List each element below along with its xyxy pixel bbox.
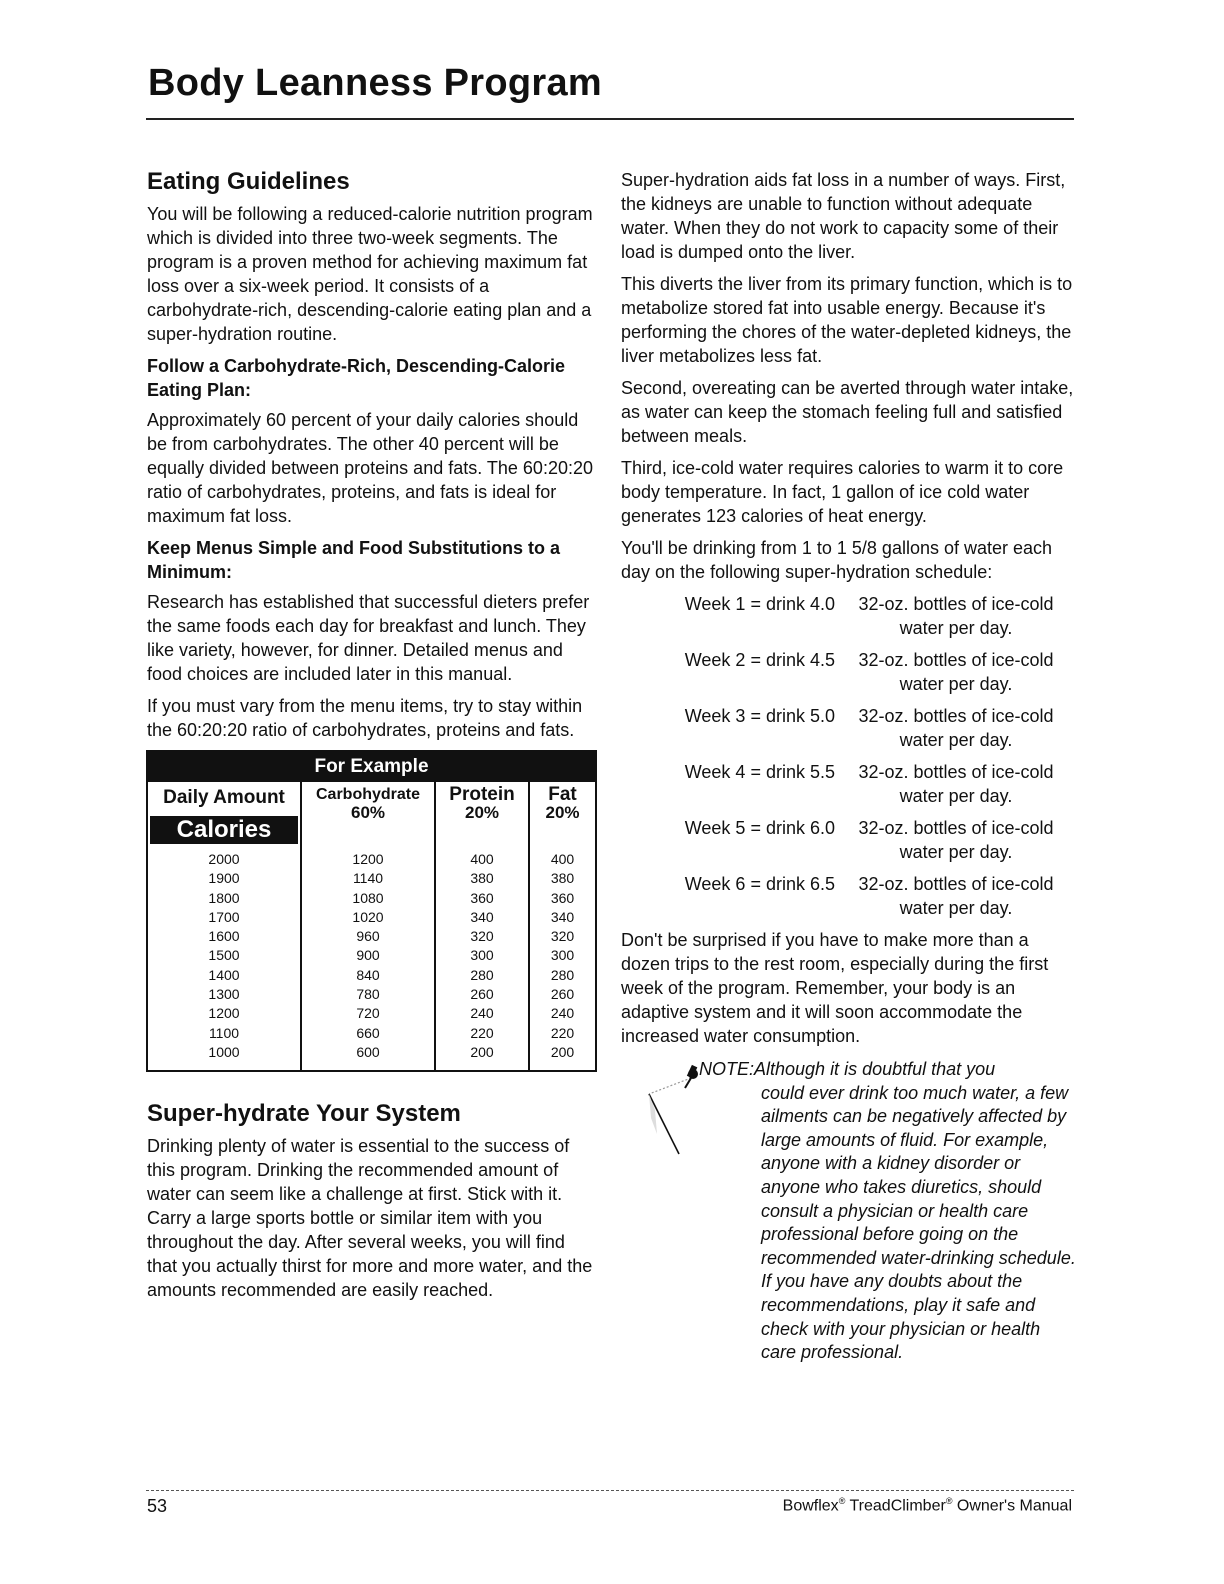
table-cell: 1000 <box>208 1043 240 1060</box>
fat-column-head <box>530 782 595 842</box>
schedule-week-text: 32-oz. bottles of ice-cold water per day. <box>858 650 1054 694</box>
table-cell: 1020 <box>352 908 384 925</box>
menus-paragraph: Research has established that successful dieters prefer the same foods each day for breakfast and lunch. They like variety, however, for dinner. Detailed menus and food choices are included later in this manual. <box>147 592 590 684</box>
table-cell: 260 <box>470 986 494 1003</box>
page-title: Body Leanness Program <box>148 62 602 104</box>
manual-product: TreadClimber <box>845 1497 946 1515</box>
carbohydrate-values <box>302 842 434 1070</box>
table-cell: 660 <box>356 1024 380 1041</box>
ratio-paragraph: If you must vary from the menu items, try to stay within the 60:20:20 ratio of carbohydrates, proteins and fats. <box>147 696 583 740</box>
protein-percent: 20% <box>464 803 500 822</box>
carb-plan-subheading: Follow a Carbohydrate-Rich, Descending-Calorie Eating Plan: <box>147 356 566 400</box>
hydration-paragraph-5: You'll be drinking from 1 to 1 5/8 gallons of water each day on the following super-hydration schedule: <box>621 538 1053 582</box>
manual-brand-reg: ® <box>838 1496 846 1506</box>
table-cell: 200 <box>550 1043 575 1060</box>
menus-subheading: Keep Menus Simple and Food Substitutions to a Minimum: <box>147 538 561 582</box>
super-hydrate-heading: Super-hydrate Your System <box>147 1100 461 1128</box>
table-cell: 280 <box>470 966 494 983</box>
schedule-week-text: 32-oz. bottles of ice-cold water per day. <box>858 762 1054 806</box>
manual-product-reg: ® <box>945 1496 953 1506</box>
calories-values <box>148 842 300 1070</box>
table-cell: 260 <box>550 986 575 1003</box>
footer-rule <box>146 1490 1074 1491</box>
schedule-week-label: Week 6 = drink 6.5 <box>684 874 835 894</box>
table-cell: 1600 <box>208 928 240 945</box>
carbohydrate-column-head <box>302 782 434 842</box>
table-cell: 280 <box>550 966 575 983</box>
carbohydrate-percent: 60% <box>350 803 386 822</box>
table-cell: 1300 <box>208 986 240 1003</box>
super-hydrate-paragraph: Drinking plenty of water is essential to the success of this program. Drinking the recommended amount of water can seem like a challenge at first. Stick with it. Carry a large sports bottle or similar item with you throughout the day. After several weeks, you will find that you actually thirst for more and more water, and the amounts recommended are easily reached. <box>147 1136 593 1301</box>
protein-column-head <box>436 782 528 842</box>
schedule-week-label: Week 2 = drink 4.5 <box>684 650 835 670</box>
manual-name <box>783 1496 1072 1515</box>
table-cell: 720 <box>356 1005 380 1022</box>
table-cell: 220 <box>550 1024 575 1041</box>
eating-guidelines-heading: Eating Guidelines <box>147 168 350 195</box>
table-cell: 600 <box>356 1043 380 1060</box>
schedule-week-text: 32-oz. bottles of ice-cold water per day. <box>858 594 1054 638</box>
table-cell: 900 <box>356 947 380 964</box>
table-cell: 360 <box>470 889 494 906</box>
hydration-paragraph-3: Second, overeating can be averted through water intake, as water can keep the stomach feeling full and satisfied between meals. <box>621 378 1074 446</box>
left-column <box>147 168 599 1310</box>
table-cell: 1500 <box>208 947 240 964</box>
table-cell: 1400 <box>208 966 240 983</box>
table-grid <box>148 782 595 1070</box>
carbohydrate-column <box>302 782 436 1070</box>
table-cell: 1700 <box>208 908 240 925</box>
table-cell: 200 <box>470 1043 494 1060</box>
table-cell: 840 <box>356 966 380 983</box>
schedule-row <box>621 816 1076 864</box>
table-cell: 1100 <box>208 1024 240 1041</box>
pushpin-icon <box>621 1058 711 1158</box>
schedule-week-label: Week 3 = drink 5.0 <box>684 706 835 726</box>
page-number: 53 <box>147 1496 168 1516</box>
table-cell: 1200 <box>352 851 384 867</box>
protein-column <box>436 782 530 1070</box>
table-cell: 220 <box>470 1024 494 1041</box>
schedule-row <box>621 648 1076 696</box>
schedule-week-text: 32-oz. bottles of ice-cold water per day. <box>858 874 1054 918</box>
hydration-paragraph-6: Don't be surprised if you have to make more than a dozen trips to the rest room, especially during the first week of the program. Remember, your body is an adaptive system and it will soon accommodate the increased water consumption. <box>621 930 1049 1046</box>
table-cell: 380 <box>470 870 494 887</box>
schedule-row <box>621 872 1076 920</box>
fat-values <box>530 842 595 1070</box>
schedule-week-text: 32-oz. bottles of ice-cold water per day. <box>858 706 1054 750</box>
note-body: could ever drink too much water, a few ailments can be negatively affected by large amounts of fluid. For example, anyone with a kidney disorder or anyone who takes diuretics, should consult a physician or health care professional before going on the recommended water-drinking schedule. If you have any doubts about the recommendations, play it safe and check with your physician or health care professional. <box>761 1082 1076 1363</box>
hydration-paragraph-4: Third, ice-cold water requires calories to warm it to core body temperature. In fact, 1 gallon of ice cold water generates 123 calories of heat energy. <box>621 458 1064 526</box>
table-cell: 1080 <box>352 889 384 906</box>
manual-suffix: Owner's Manual <box>952 1497 1072 1515</box>
table-cell: 960 <box>356 928 380 945</box>
hydration-paragraph-2: This diverts the liver from its primary function, which is to metabolize stored fat into usable energy. Because it's performing the chores of the water-depleted kidneys, the liver metabolizes less fat. <box>621 274 1073 366</box>
table-cell: 360 <box>550 889 575 906</box>
table-cell: 340 <box>470 908 494 925</box>
schedule-week-label: Week 5 = drink 6.0 <box>684 818 835 838</box>
table-cell: 1200 <box>208 1005 240 1022</box>
fat-percent: 20% <box>545 803 580 822</box>
schedule-week-label: Week 4 = drink 5.5 <box>684 762 835 782</box>
right-column <box>621 168 1076 1365</box>
hydration-paragraph-1: Super-hydration aids fat loss in a number of ways. First, the kidneys are unable to function without adequate water. When they do not work to capacity some of their load is dumped onto the liver. <box>621 170 1066 262</box>
table-cell: 340 <box>550 908 575 925</box>
carb-plan-paragraph: Approximately 60 percent of your daily calories should be from carbohydrates. The other 40 percent will be equally divided between proteins and fats. The 60:20:20 ratio of carbohydrates, proteins, and fats is ideal for maximum fat loss. <box>147 410 593 526</box>
table-cell: 400 <box>470 851 494 867</box>
example-table <box>146 750 597 1072</box>
calories-column <box>148 782 302 1070</box>
note-box <box>621 1058 1076 1365</box>
table-cell: 240 <box>550 1005 575 1022</box>
table-cell: 1900 <box>208 870 240 887</box>
table-cell: 380 <box>550 870 575 887</box>
note-lead: NOTE:Although it is doubtful that you <box>699 1059 996 1079</box>
table-cell: 320 <box>470 928 494 945</box>
table-cell: 1800 <box>208 889 240 906</box>
protein-label: Protein <box>449 784 515 805</box>
title-rule <box>146 118 1074 120</box>
fat-column <box>530 782 595 1070</box>
table-cell: 240 <box>470 1005 494 1022</box>
schedule-week-label: Week 1 = drink 4.0 <box>684 594 835 614</box>
table-cell: 400 <box>550 851 575 867</box>
protein-values <box>436 842 528 1070</box>
table-cell: 300 <box>470 947 494 964</box>
hydration-schedule <box>621 592 1076 920</box>
table-cell: 300 <box>550 947 575 964</box>
manual-brand: Bowflex <box>782 1497 839 1515</box>
schedule-row <box>621 760 1076 808</box>
table-cell: 1140 <box>352 870 384 887</box>
daily-amount-label: Daily Amount <box>163 787 285 808</box>
schedule-row <box>621 592 1076 640</box>
eating-intro: You will be following a reduced-calorie nutrition program which is divided into three two-week segments. The program is a proven method for achieving maximum fat loss over a six-week period. It consists of a carbohydrate-rich, descending-calorie eating plan and a super-hydration routine. <box>147 204 593 344</box>
schedule-row <box>621 704 1076 752</box>
carbohydrate-label: Carbohydrate <box>315 786 421 803</box>
table-cell: 780 <box>356 986 380 1003</box>
schedule-week-text: 32-oz. bottles of ice-cold water per day. <box>858 818 1054 862</box>
table-header: For Example <box>148 752 595 782</box>
table-cell: 320 <box>550 928 575 945</box>
calories-label: Calories <box>150 816 298 844</box>
calories-column-head <box>148 782 300 842</box>
fat-label: Fat <box>548 784 577 805</box>
table-cell: 2000 <box>208 851 240 867</box>
